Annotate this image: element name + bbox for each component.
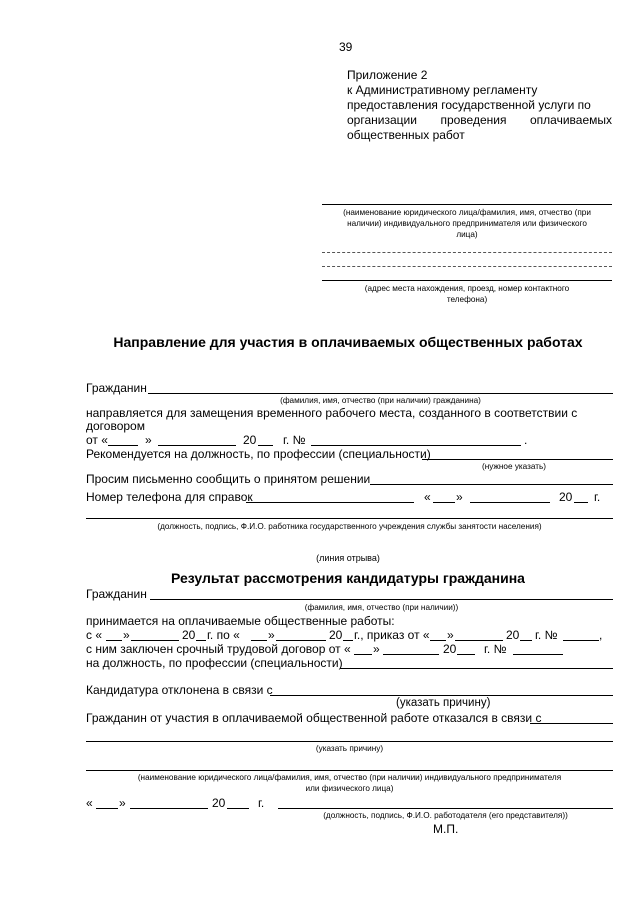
result-line: [383, 654, 439, 655]
referral-month-line: [158, 445, 236, 446]
referral-decision-line: [370, 484, 613, 485]
referral-year-line: [258, 445, 273, 446]
referral-citizen-caption: (фамилия, имя, отчество (при наличии) гражданина): [280, 396, 481, 405]
result-line: [457, 654, 475, 655]
referral-request-label: Просим письменно сообщить о принятом решении: [86, 472, 371, 486]
result-line: [513, 654, 563, 655]
referral-dot: .: [524, 433, 528, 447]
addressee-address-line: [322, 252, 612, 253]
referral-year-label: 20: [243, 433, 257, 447]
result-quote: »: [447, 628, 454, 642]
appendix-line: предоставления государственной услуги по: [347, 98, 591, 112]
result-citizen-caption: (фамилия, имя, отчество (при наличии)): [304, 603, 459, 612]
employer-date-open: «: [86, 796, 93, 810]
referral-signatory-line: [86, 518, 613, 519]
result-reason-caption: (указать причину): [315, 744, 384, 753]
result-order-label: г., приказ от «: [354, 628, 430, 642]
page-number: 39: [339, 40, 353, 54]
employer-caption: (наименование юридического лица/фамилия, имя, отчество (при наличии) индивидуального предпринимателя: [137, 773, 562, 782]
result-year: 20: [182, 628, 196, 642]
employer-date-close: »: [119, 796, 126, 810]
result-year: 20: [443, 642, 457, 656]
cut-line-label: (линия отрыва): [316, 553, 380, 563]
result-line: [354, 654, 372, 655]
referral-date-year-line: [574, 502, 588, 503]
result-line: [520, 640, 532, 641]
referral-day-line: [108, 445, 138, 446]
referral-date-month-line: [470, 502, 550, 503]
addressee-name-caption: лица): [456, 230, 478, 239]
result-refused-label: Гражданин от участия в оплачиваемой общественной работе отказался в связи с: [86, 711, 542, 725]
result-reason-caption: (указать причину): [396, 697, 491, 709]
referral-directed-text: договором: [86, 419, 145, 433]
employer-sign-caption: (должность, подпись, Ф.И.О. работодателя (его представителя)): [323, 811, 568, 820]
referral-date-year: 20: [559, 490, 573, 504]
employer-date-year: 20: [212, 796, 226, 810]
result-period-to: г. по «: [207, 628, 240, 642]
result-contract-label: с ним заключен срочный трудовой договор от «: [86, 642, 351, 656]
employer-date-day-line: [96, 808, 118, 809]
referral-citizen-line: [148, 393, 613, 394]
addressee-address-line: [322, 280, 612, 281]
result-line: [106, 640, 122, 641]
result-line: [131, 640, 179, 641]
referral-position-line: [422, 459, 613, 460]
result-line: [343, 640, 353, 641]
result-position-line: [340, 668, 613, 669]
appendix-line: организации проведения оплачиваемых: [347, 113, 612, 127]
result-number-label: г. №: [484, 642, 507, 656]
referral-title: Направление для участия в оплачиваемых общественных работах: [113, 334, 583, 350]
result-title: Результат рассмотрения кандидатуры гражданина: [171, 570, 525, 586]
referral-directed-text: направляется для замещения временного рабочего места, созданного в соответствии с: [86, 406, 578, 420]
addressee-address-line: [322, 266, 612, 267]
result-line: [276, 640, 326, 641]
result-period-from: с «: [86, 628, 103, 642]
addressee-address-caption: телефона): [446, 295, 488, 304]
referral-phone-line: [246, 502, 414, 503]
result-year: 20: [329, 628, 343, 642]
addressee-name-caption: наличии) индивидуального предпринимателя или физического: [347, 219, 587, 228]
result-line: [455, 640, 503, 641]
result-line: [430, 640, 446, 641]
referral-phone-label: Номер телефона для справок: [86, 490, 253, 504]
result-line: [563, 640, 599, 641]
employer-date-g: г.: [258, 796, 265, 810]
result-number-label: г. №: [535, 628, 558, 642]
result-accepted-label: принимается на оплачиваемые общественные работы:: [86, 614, 395, 628]
referral-contract-date-label: от «: [86, 433, 108, 447]
employer-line: [86, 770, 613, 771]
referral-number-line: [311, 445, 521, 446]
referral-indicate-caption: (нужное указать): [482, 462, 547, 471]
referral-recommended-label: Рекомендуется на должность, по профессии (специальности): [86, 447, 431, 461]
result-line: [196, 640, 206, 641]
referral-number-label: г. №: [283, 433, 306, 447]
result-comma: ,: [599, 628, 603, 642]
referral-date-g: г.: [594, 490, 601, 504]
result-citizen-label: Гражданин: [86, 587, 147, 601]
result-position-label: на должность, по профессии (специальности): [86, 656, 343, 670]
stamp-label: М.П.: [433, 822, 459, 836]
addressee-name-line: [322, 204, 612, 205]
appendix-line: Приложение 2: [347, 68, 428, 82]
addressee-name-caption: (наименование юридического лица/фамилия, имя, отчество (при: [343, 208, 591, 217]
referral-signatory-caption: (должность, подпись, Ф.И.О. работника государственного учреждения службы занятости населения): [157, 522, 542, 531]
result-citizen-line: [150, 599, 613, 600]
referral-date-day-line: [433, 502, 455, 503]
result-rejected-label: Кандидатура отклонена в связи с: [86, 683, 273, 697]
referral-date-close: »: [456, 490, 463, 504]
result-quote: »: [123, 628, 130, 642]
employer-date-year-line: [227, 808, 249, 809]
addressee-address-caption: (адрес места нахождения, проезд, номер контактного: [364, 284, 570, 293]
appendix-line: к Административному регламенту: [347, 83, 538, 97]
employer-caption: или физического лица): [305, 784, 394, 793]
result-refused-line: [86, 741, 613, 742]
employer-date-month-line: [130, 808, 208, 809]
result-year: 20: [506, 628, 520, 642]
result-quote: »: [373, 642, 380, 656]
result-refused-line: [530, 723, 613, 724]
referral-citizen-label: Гражданин: [86, 381, 147, 395]
appendix-line: общественных работ: [347, 128, 465, 142]
result-quote: »: [268, 628, 275, 642]
referral-quote: »: [145, 433, 152, 447]
employer-sign-line: [278, 808, 613, 809]
result-line: [251, 640, 267, 641]
referral-date-open: «: [424, 490, 431, 504]
